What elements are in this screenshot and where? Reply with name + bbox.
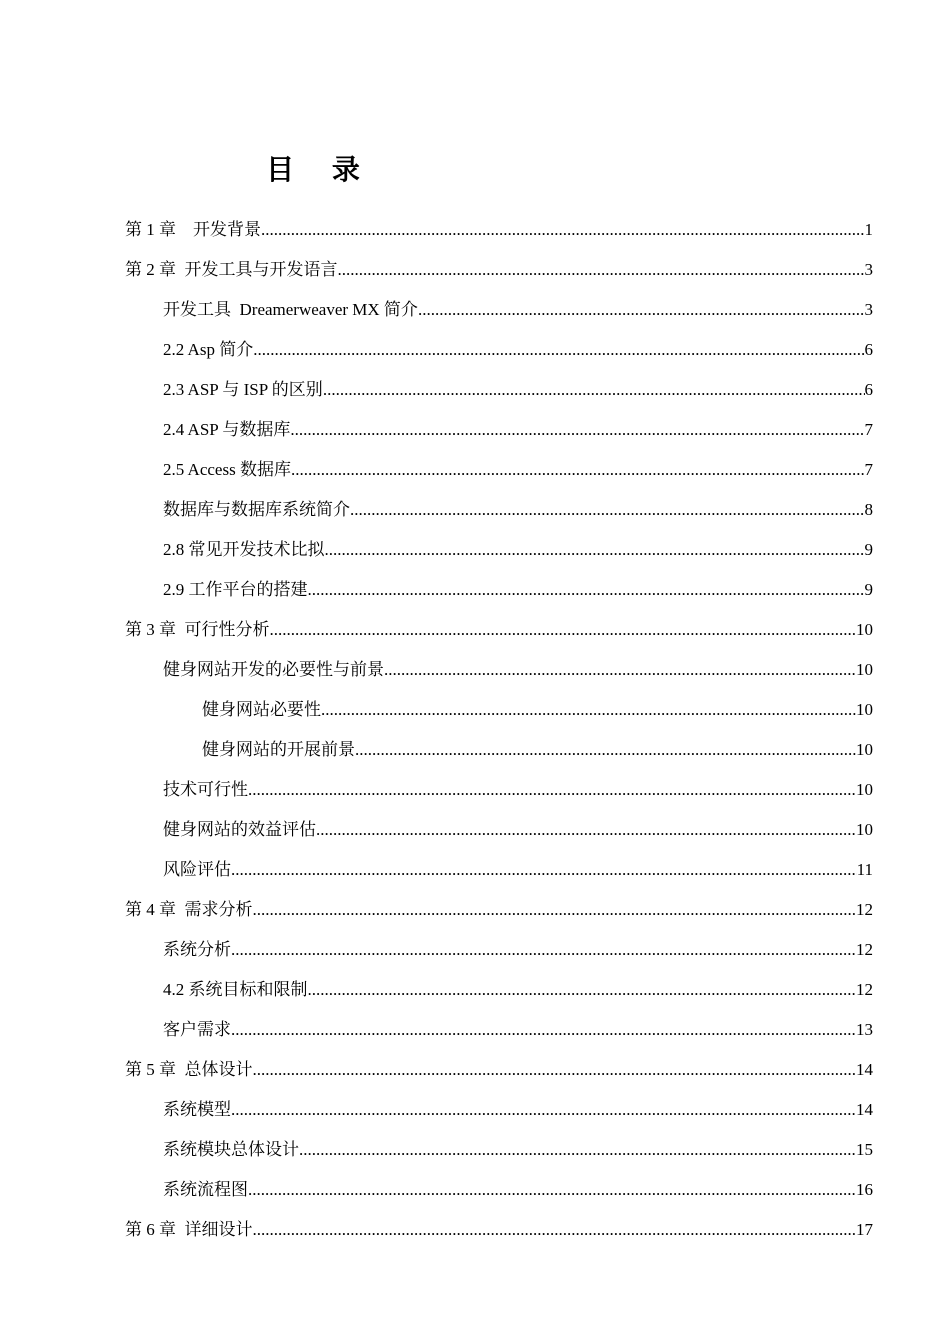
toc-entry-label: 系统分析: [163, 940, 231, 959]
toc-entry[interactable]: [125, 730, 873, 770]
toc-entry[interactable]: [125, 290, 873, 330]
toc-entry-page-number: 10: [856, 820, 873, 839]
toc-entry-page-number: 14: [856, 1100, 873, 1119]
toc-entry-label: 系统流程图: [163, 1180, 248, 1199]
toc-entry-page-number: 1: [864, 220, 873, 239]
dot-leader: [253, 890, 857, 930]
toc-entry[interactable]: [125, 210, 873, 250]
dot-leader: [323, 370, 865, 410]
toc-entry-label: 风险评估: [163, 860, 231, 879]
dot-leader: [325, 530, 865, 570]
toc-entry-page-number: 17: [856, 1220, 873, 1239]
toc-entry-label: 2.5 Access 数据库: [163, 460, 291, 479]
dot-leader: [261, 210, 865, 250]
dot-leader: [350, 490, 865, 530]
dot-leader: [316, 810, 856, 850]
toc-entry[interactable]: [125, 1090, 873, 1130]
toc-entry-label: 第 5 章 总体设计: [125, 1060, 253, 1079]
toc-entry[interactable]: [125, 610, 873, 650]
toc-entry[interactable]: [125, 250, 873, 290]
dot-leader: [355, 730, 856, 770]
toc-entry[interactable]: [125, 330, 873, 370]
dot-leader: [253, 330, 864, 370]
toc-entry[interactable]: [125, 570, 873, 610]
dot-leader: [418, 290, 865, 330]
toc-entry[interactable]: [125, 1170, 873, 1210]
toc-entry[interactable]: [125, 530, 873, 570]
toc-entry-page-number: 13: [856, 1020, 873, 1039]
toc-entry[interactable]: [125, 1010, 873, 1050]
toc-entry-label: 数据库与数据库系统简介: [163, 500, 350, 519]
dot-leader: [231, 930, 856, 970]
toc-entry-label: 2.2 Asp 简介: [163, 340, 254, 359]
toc-entry[interactable]: [125, 410, 873, 450]
toc-entry-label: 系统模型: [163, 1100, 231, 1119]
toc-entry[interactable]: [125, 1050, 873, 1090]
dot-leader: [308, 570, 865, 610]
toc-entry-label: 第 4 章 需求分析: [125, 900, 253, 919]
dot-leader: [253, 1210, 857, 1250]
toc-entry-label: 2.8 常见开发技术比拟: [163, 540, 325, 559]
toc-entry[interactable]: [125, 970, 873, 1010]
toc-entry-page-number: 15: [856, 1140, 873, 1159]
dot-leader: [248, 770, 856, 810]
toc-entry-page-number: 7: [864, 460, 873, 479]
toc-entry-page-number: 16: [856, 1180, 873, 1199]
table-of-contents: [125, 210, 873, 1250]
toc-entry-label: 第 6 章 详细设计: [125, 1220, 253, 1239]
toc-entry-page-number: 10: [856, 660, 873, 679]
toc-entry[interactable]: [125, 450, 873, 490]
dot-leader: [270, 610, 857, 650]
toc-entry-label: 健身网站必要性: [202, 700, 321, 719]
toc-entry-label: 健身网站开发的必要性与前景: [163, 660, 384, 679]
toc-entry-page-number: 3: [864, 260, 873, 279]
toc-entry-label: 第 1 章 开发背景: [125, 220, 261, 239]
toc-entry-page-number: 10: [856, 700, 873, 719]
toc-entry-page-number: 7: [864, 420, 873, 439]
toc-entry-label: 2.4 ASP 与数据库: [163, 420, 291, 439]
toc-entry[interactable]: [125, 690, 873, 730]
toc-entry-label: 健身网站的开展前景: [202, 740, 355, 759]
toc-entry[interactable]: [125, 1210, 873, 1250]
dot-leader: [290, 410, 864, 450]
dot-leader: [248, 1170, 856, 1210]
toc-entry[interactable]: [125, 890, 873, 930]
toc-entry-page-number: 10: [856, 740, 873, 759]
toc-entry-page-number: 3: [864, 300, 873, 319]
page-title: 目 录: [266, 153, 374, 186]
toc-entry[interactable]: [125, 490, 873, 530]
toc-entry-page-number: 10: [856, 780, 873, 799]
dot-leader: [308, 970, 857, 1010]
dot-leader: [253, 1050, 857, 1090]
toc-entry-page-number: 9: [864, 540, 873, 559]
toc-entry-page-number: 12: [856, 900, 873, 919]
toc-entry[interactable]: [125, 810, 873, 850]
dot-leader: [231, 1090, 856, 1130]
toc-entry-label: 开发工具 Dreamerweaver MX 简介: [163, 300, 418, 319]
toc-entry-label: 第 2 章 开发工具与开发语言: [125, 260, 338, 279]
toc-entry-label: 4.2 系统目标和限制: [163, 980, 308, 999]
dot-leader: [231, 1010, 856, 1050]
toc-entry-page-number: 6: [864, 380, 873, 399]
toc-entry-page-number: 12: [856, 980, 873, 999]
toc-entry-label: 系统模块总体设计: [163, 1140, 299, 1159]
dot-leader: [384, 650, 856, 690]
toc-entry-page-number: 8: [864, 500, 873, 519]
toc-entry-page-number: 6: [864, 340, 873, 359]
dot-leader: [291, 450, 865, 490]
toc-entry[interactable]: [125, 1130, 873, 1170]
dot-leader: [231, 850, 857, 890]
toc-entry-page-number: 10: [856, 620, 873, 639]
dot-leader: [299, 1130, 856, 1170]
toc-entry[interactable]: [125, 930, 873, 970]
toc-entry-label: 第 3 章 可行性分析: [125, 620, 270, 639]
dot-leader: [321, 690, 856, 730]
toc-entry-label: 客户需求: [163, 1020, 231, 1039]
toc-entry-label: 2.9 工作平台的搭建: [163, 580, 308, 599]
toc-entry-label: 2.3 ASP 与 ISP 的区别: [163, 380, 323, 399]
toc-entry-page-number: 9: [864, 580, 873, 599]
toc-entry-label: 健身网站的效益评估: [163, 820, 316, 839]
toc-entry-page-number: 11: [856, 860, 873, 879]
toc-entry-page-number: 12: [856, 940, 873, 959]
toc-entry[interactable]: [125, 850, 873, 890]
toc-entry[interactable]: [125, 370, 873, 410]
dot-leader: [338, 250, 865, 290]
toc-entry-label: 技术可行性: [163, 780, 248, 799]
toc-entry[interactable]: [125, 770, 873, 810]
toc-entry[interactable]: [125, 650, 873, 690]
toc-entry-page-number: 14: [856, 1060, 873, 1079]
